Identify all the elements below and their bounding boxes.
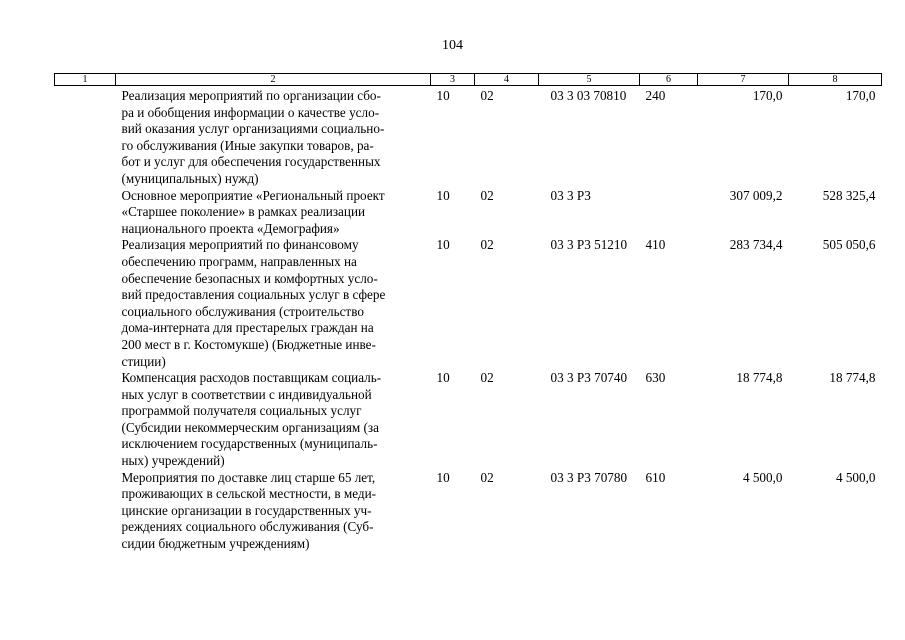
column-header: 1: [55, 74, 116, 86]
table-row: [55, 237, 882, 370]
expense-type-code: [640, 188, 698, 238]
expense-name: [116, 470, 431, 553]
section-code: 10: [436, 187, 450, 203]
column-header: 3: [431, 74, 475, 86]
expense-name: [116, 237, 431, 370]
expense-type-code: 240: [645, 88, 666, 103]
amount-year-1: 307 009,2: [729, 187, 783, 203]
amount-year-1: 170,0: [752, 88, 783, 103]
expense-name: [116, 188, 431, 238]
expense-type-code: 630: [645, 370, 666, 386]
expense-name-line: ных) учреждений): [121, 453, 225, 469]
table-row: [55, 188, 882, 238]
expense-name-line: Основное мероприятие «Региональный проект: [121, 187, 385, 203]
row-col1: [55, 188, 116, 238]
expense-name-line: реждениях социального обслуживания (Суб-: [121, 519, 374, 535]
section-code: 10: [436, 88, 450, 103]
table-row: [55, 370, 882, 470]
expense-name-line: го обслуживания (Иные закупки товаров, ра-: [121, 137, 374, 153]
section-code: 10: [436, 469, 450, 485]
expense-name-line: «Старшее поколение» в рамках реализации: [121, 204, 366, 220]
column-header: 8: [789, 74, 882, 86]
expense-name-line: Мероприятия по доставке лиц старше 65 лет,: [121, 469, 376, 485]
amount-year-1: 4 500,0: [742, 469, 783, 485]
row-col1: [55, 86, 116, 188]
expense-name-line: вий предоставления социальных услуг в сфере: [121, 287, 386, 303]
page-number: 104: [442, 38, 463, 53]
budget-table: [54, 73, 882, 553]
amount-year-2: 4 500,0: [835, 469, 876, 485]
target-article-code: 03 3 Р3 70780: [550, 469, 628, 485]
expense-name-line: бот и услуг для обеспечения государственных: [121, 154, 381, 170]
row-col1: [55, 470, 116, 553]
subsection-code: 02: [480, 469, 494, 485]
expense-name-line: стиции): [121, 353, 166, 369]
row-col1: [55, 237, 116, 370]
amount-year-2: 505 050,6: [822, 237, 876, 253]
expense-name-line: сидии бюджетным учреждениям): [121, 536, 310, 552]
row-col1: [55, 370, 116, 470]
expense-type-code: 610: [645, 469, 666, 485]
expense-name: [116, 370, 431, 470]
expense-name-line: цинские организации в государственных уч-: [121, 502, 372, 518]
expense-name-line: (муниципальных) нужд): [121, 170, 259, 186]
expense-name-line: обеспечение безопасных и комфортных усло-: [121, 270, 378, 286]
expense-name-line: Компенсация расходов поставщикам социаль-: [121, 370, 382, 386]
subsection-code: 02: [480, 370, 494, 386]
column-header: 6: [640, 74, 698, 86]
expense-name-line: программой получателя социальных услуг: [121, 403, 362, 419]
amount-year-2: 528 325,4: [822, 187, 876, 203]
expense-type-code: 410: [645, 237, 666, 253]
expense-name-line: национального проекта «Демография»: [121, 220, 340, 236]
column-header: 7: [698, 74, 789, 86]
section-code: 10: [436, 237, 450, 253]
table-row: [55, 86, 882, 188]
expense-name-line: Реализация мероприятий по организации сбо-: [121, 88, 381, 103]
expense-name-line: проживающих в сельской местности, в меди-: [121, 486, 377, 502]
target-article-code: 03 3 Р3 51210: [550, 237, 628, 253]
section-code: 10: [436, 370, 450, 386]
expense-name-line: исключением государственных (муниципаль-: [121, 436, 378, 452]
expense-name: [116, 86, 431, 188]
target-article-code: 03 3 03 70810: [550, 88, 627, 103]
column-header: 2: [116, 74, 431, 86]
target-article-code: 03 3 Р3: [550, 187, 591, 203]
expense-name-line: Реализация мероприятий по финансовому: [121, 237, 359, 253]
amount-year-1: 283 734,4: [729, 237, 783, 253]
expense-name-line: (Субсидии некоммерческим организациям (за: [121, 419, 379, 435]
column-number-row: [55, 74, 882, 86]
expense-name-line: обеспечению программ, направленных на: [121, 253, 357, 269]
table-row: [55, 470, 882, 553]
subsection-code: 02: [480, 187, 494, 203]
expense-name-line: ных услуг в соответствии с индивидуальной: [121, 386, 372, 402]
expense-name-line: вий оказания услуг организациями социально-: [121, 121, 385, 137]
expense-name-line: дома-интерната для престарелых граждан на: [121, 320, 374, 336]
subsection-code: 02: [480, 88, 494, 103]
expense-name-line: 200 мест в г. Костомукше) (Бюджетные инве-: [121, 336, 376, 352]
expense-name-line: социального обслуживания (строительство: [121, 303, 364, 319]
subsection-code: 02: [480, 237, 494, 253]
column-header: 5: [539, 74, 640, 86]
expense-name-line: ра и обобщения информации о качестве усло-: [121, 104, 380, 120]
target-article-code: 03 3 Р3 70740: [550, 370, 628, 386]
column-header: 4: [475, 74, 539, 86]
amount-year-1: 18 774,8: [736, 370, 783, 386]
amount-year-2: 18 774,8: [829, 370, 876, 386]
amount-year-2: 170,0: [845, 88, 876, 103]
